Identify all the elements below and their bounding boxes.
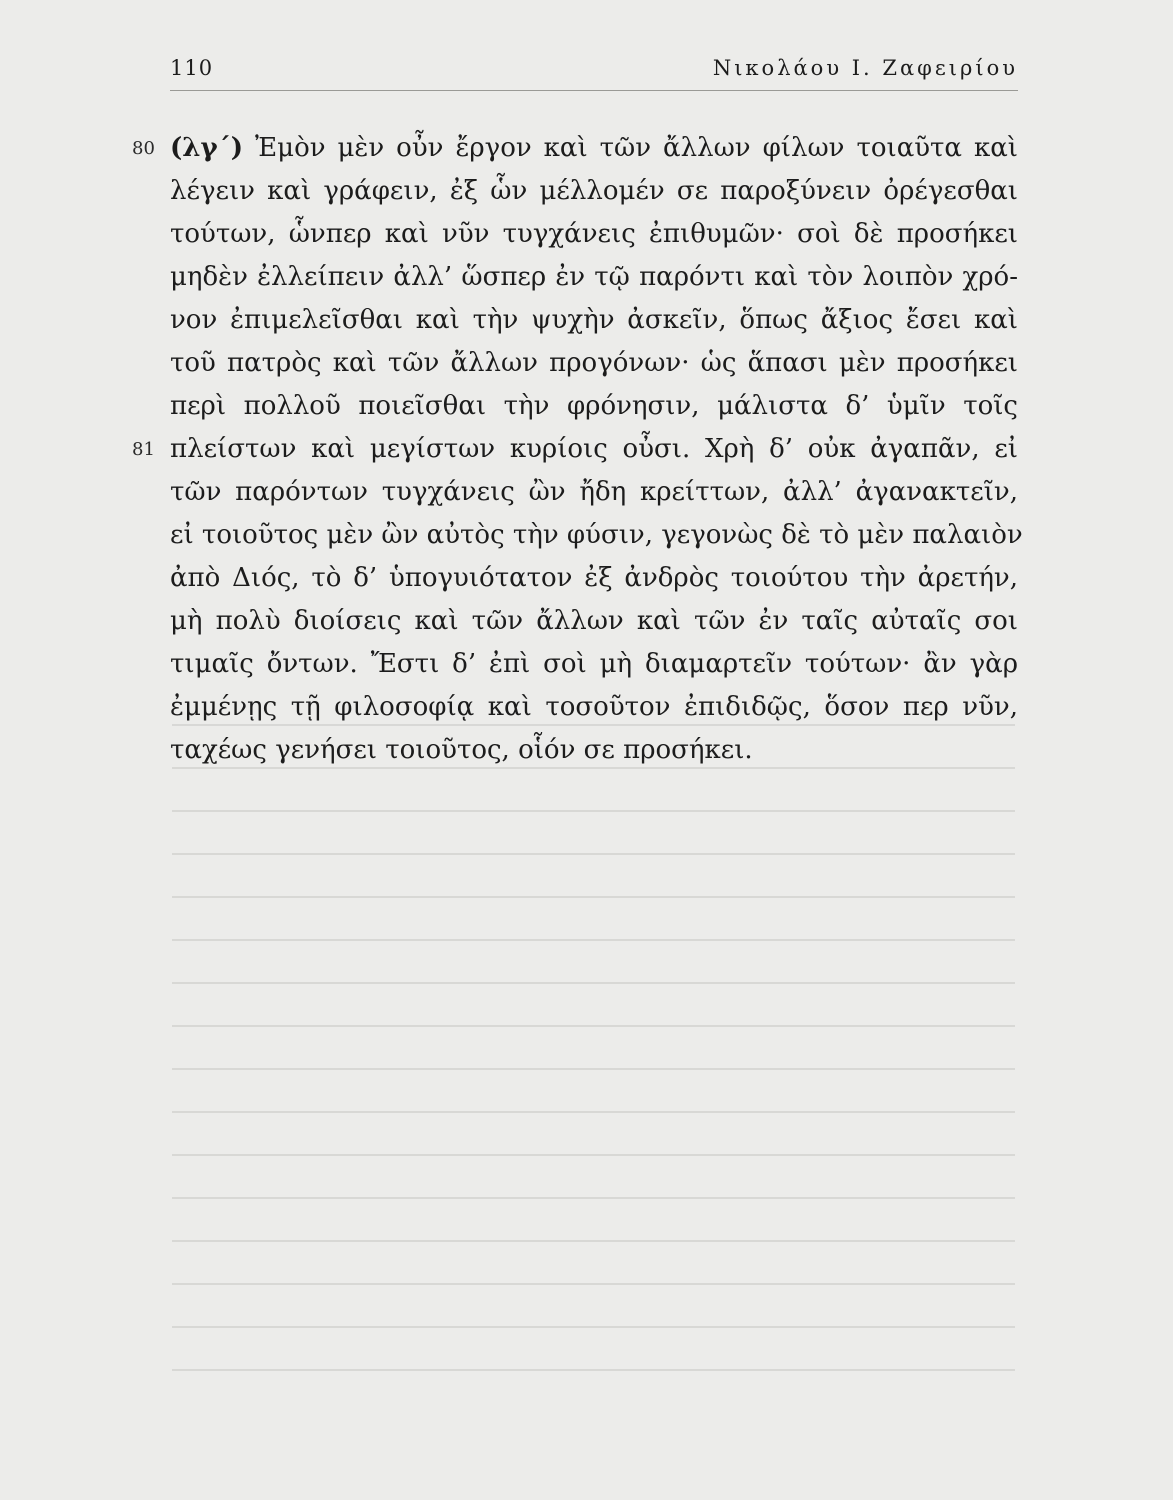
text-line: ἐμμένῃς τῇ φιλοσοφίᾳ καὶ τοσοῦτον ἐπιδιδῷς, ὅσον περ νῦν, [170,692,1018,722]
section-marker: (λγ´) [170,133,243,163]
text-line: εἰ τοιοῦτος μὲν ὢν αὐτὸς τὴν φύσιν, γεγονὼς δὲ τὸ μὲν παλαιὸν [170,520,1023,550]
running-title: Νικολάου Ι. Ζαφειρίου [712,56,1018,80]
line-number-marker: 80 [132,138,155,159]
line-text: Ἐμὸν μὲν οὖν ἔργον καὶ τῶν ἄλλων φίλων τοιαῦτα καὶ [255,133,1018,163]
text-line: τούτων, ὧνπερ καὶ νῦν τυγχάνεις ἐπιθυμῶν· σοὶ δὲ προσήκει [170,219,1018,249]
text-line: μηδὲν ἐλλείπειν ἀλλ’ ὥσπερ ἐν τῷ παρόντι καὶ τὸν λοιπὸν χρό- [170,262,1018,292]
text-line: μὴ πολὺ διοίσεις καὶ τῶν ἄλλων καὶ τῶν ἐν ταῖς αὐταῖς σοι [170,606,1018,636]
text-line: περὶ πολλοῦ ποιεῖσθαι τὴν φρόνησιν, μάλιστα δ’ ὑμῖν τοῖς [170,391,1018,421]
text-line: λέγειν καὶ γράφειν, ἐξ ὧν μέλλομέν σε παροξύνειν ὀρέγεσθαι [170,176,1018,206]
text-line: ἀπὸ Διός, τὸ δ’ ὑπογυιότατον ἐξ ἀνδρὸς τοιούτου τὴν ἀρετήν, [170,563,1018,593]
text-line: τοῦ πατρὸς καὶ τῶν ἄλλων προγόνων· ὡς ἅπασι μὲν προσήκει [170,348,1018,378]
text-line: τῶν παρόντων τυγχάνεις ὢν ἤδη κρείττων, ἀλλ’ ἀγανακτεῖν, [170,477,1018,507]
text-line: τιμαῖς ὄντων. Ἔστι δ’ ἐπὶ σοὶ μὴ διαμαρτεῖν τούτων· ἂν γὰρ [170,649,1018,679]
text-line: νον ἐπιμελεῖσθαι καὶ τὴν ψυχὴν ἀσκεῖν, ὅπως ἄξιος ἔσει καὶ [170,305,1018,335]
text-line: ταχέως γενήσει τοιοῦτος, οἷόν σε προσήκει. [170,735,753,765]
line-number-marker: 81 [132,439,155,460]
greek-text-block [132,127,1023,772]
text-line [132,428,1018,471]
text-line [132,127,1018,170]
running-head [170,56,1018,91]
page-number: 110 [170,56,214,80]
line-text: πλείστων καὶ μεγίστων κυρίοις οὖσι. Χρὴ δ’ οὐκ ἀγαπᾶν, εἰ [170,434,1018,464]
